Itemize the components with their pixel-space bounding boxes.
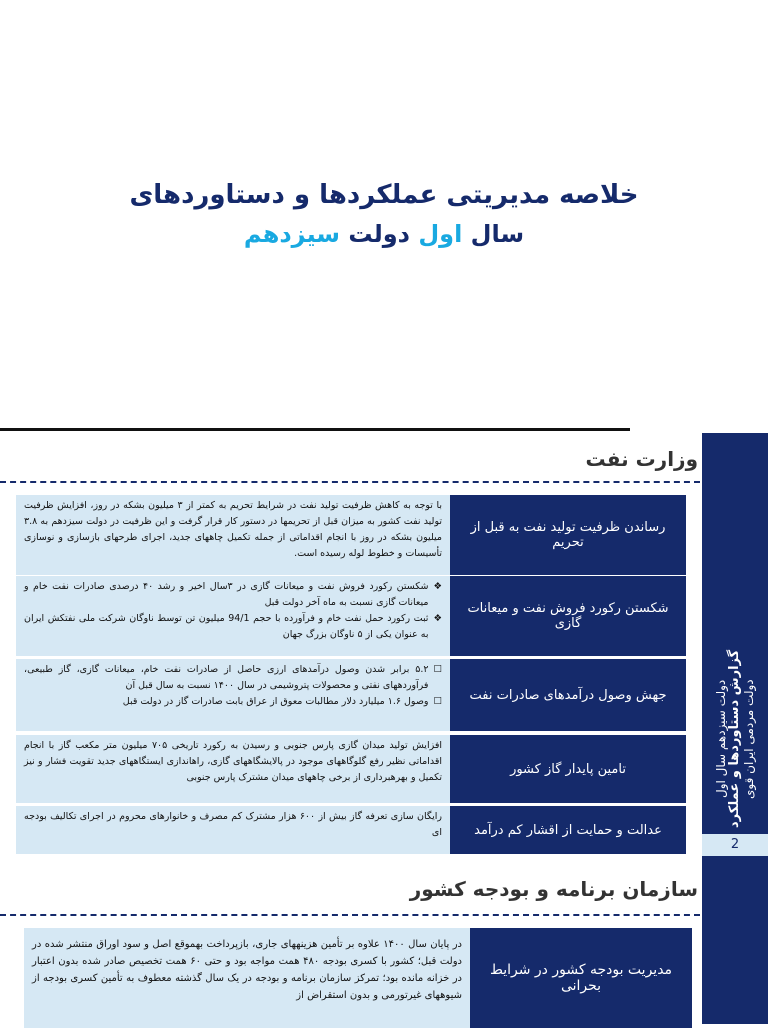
section-title-budget-org: سازمان برنامه و بودجه کشور <box>409 877 698 901</box>
row-content <box>16 659 450 731</box>
section-title-oil-ministry: وزارت نفت <box>585 447 698 471</box>
row-content <box>16 576 450 656</box>
bullet-item <box>24 662 442 694</box>
subtitle-part-3: دولت <box>339 220 419 248</box>
row-text: با توجه به کاهش ظرفیت تولید نفت در شرایط تحریم به کمتر از ۳ میلیون بشکه در روز، افزایش ظرفیت تولید نفت کشور به میزان قبل از تحریمها در دستور کار قرار گرفت و این ظرفیت در دولت سیزدهم به ۳.۸ میلیون بشکه در روز با انجام اقداماتی از جمله تکمیل چاههای جدید، اجرای طرحهای بازسازی و نوسازی تأسیسات و خطوط لوله رسیده است. <box>24 500 442 559</box>
section-divider <box>0 481 700 483</box>
subtitle-part-2: اول <box>418 220 463 248</box>
table-row <box>14 806 686 854</box>
subtitle-part-4: سیزدهم <box>243 220 340 248</box>
bullet-text: ثبت رکورد حمل نفت خام و فرآورده با حجم 94/1 میلیون تن توسط ناوگان شرکت ملی نفتکش ایران به عنوان یکی از ۵ ناوگان بزرگ جهان <box>24 613 429 640</box>
table-row <box>22 928 692 1028</box>
bullet-text: وصول ۱.۶ میلیارد دلار مطالبات معوق از عراق بابت صادرات گاز در دولت قبل <box>122 696 429 707</box>
row-content <box>16 806 450 854</box>
row-text: در پایان سال ۱۴۰۰ علاوه بر تأمین هزینههای جاری، بازپرداخت بهموقع اصل و سود اوراق منتشر شده در دولت قبل؛ کشور با کسری بودجه ۴۸۰ همت مواجه بود و حتی ۶۰ همت تخصیص صادر شده بدون اعتبار در خزانه مانده بود؛ تمرکز سازمان برنامه و بودجه در یک سال گذشته معطوف به تأمین کسری بودجه از شیوههای غیرتورمی و بدون استقراض از <box>32 939 462 1001</box>
page-number: 2 <box>702 834 768 856</box>
row-content <box>24 928 470 1028</box>
row-label: مدیریت بودجه کشور در شرایط بحرانی <box>470 928 692 1028</box>
bullet-marker-icon: ❖ <box>433 613 442 624</box>
section-divider <box>0 914 700 916</box>
page-title: خلاصه مدیریتی عملکردها و دستاوردهای <box>129 180 639 210</box>
table-row <box>14 735 686 803</box>
bullet-text: شکستن رکورد فروش نفت و میعانات گازی در ۳سال اخیر و رشد ۴۰ درصدی صادرات نفت خام و میعانات گازی نسبت به ماه آخر دولت قبل <box>24 581 429 608</box>
bullet-marker-icon: ❖ <box>433 581 442 592</box>
side-band-line-1: دولت سیزدهم سال اول <box>714 679 728 799</box>
side-band-line-2: گزارش دستاوردها و عملکرد <box>727 649 742 829</box>
row-label: شکستن رکورد فروش نفت و میعانات گازی <box>450 576 686 656</box>
row-content <box>16 735 450 803</box>
row-label: جهش وصول درآمدهای صادرات نفت <box>450 659 686 731</box>
side-band-line-3: دولت مردمی ایران قوی <box>742 679 756 799</box>
page-subtitle <box>0 220 768 248</box>
subtitle-part-1: سال <box>462 220 525 248</box>
row-label: عدالت و حمایت از اقشار کم درآمد <box>450 806 686 854</box>
bullet-item <box>24 694 442 710</box>
row-label: رساندن ظرفیت تولید نفت به قبل از تحریم <box>450 495 686 575</box>
title-block <box>0 180 768 248</box>
checkbox-icon: ☐ <box>433 664 442 675</box>
row-label: تامین پایدار گاز کشور <box>450 735 686 803</box>
row-text: افزایش تولید میدان گازی پارس جنوبی و رسیدن به رکورد تاریخی ۷۰۵ میلیون متر مکعب گاز با انجام اقداماتی نظیر رفع گلوگاههای موجود در پالایشگاههای گازی، راهاندازی ایستگاههای جدید تقویت فشار و نیز تکمیل و بهرهبرداری از برخی چاههای میدان مشترک پارس جنوبی <box>24 740 443 783</box>
horizontal-rule <box>0 428 630 431</box>
bullet-item <box>24 611 442 643</box>
table-row <box>14 576 686 656</box>
table-row <box>14 495 686 575</box>
table-row <box>14 659 686 731</box>
side-band-caption <box>702 648 768 830</box>
bullet-item <box>24 579 442 611</box>
row-content <box>16 495 450 575</box>
checkbox-icon: ☐ <box>433 696 442 707</box>
row-text: رایگان سازی تعرفه گاز بیش از ۶۰۰ هزار مشترک کم مصرف و خانوارهای محروم در اجرای تکالیف بودجه ای <box>24 811 442 838</box>
bullet-text: ۵.۲ برابر شدن وصول درآمدهای ارزی حاصل از صادرات نفت خام، میعانات گازی، گاز طبیعی، فرآوردههای نفتی و محصولات پتروشیمی در سال ۱۴۰۰ نسبت به سال قبل آن <box>24 664 429 691</box>
